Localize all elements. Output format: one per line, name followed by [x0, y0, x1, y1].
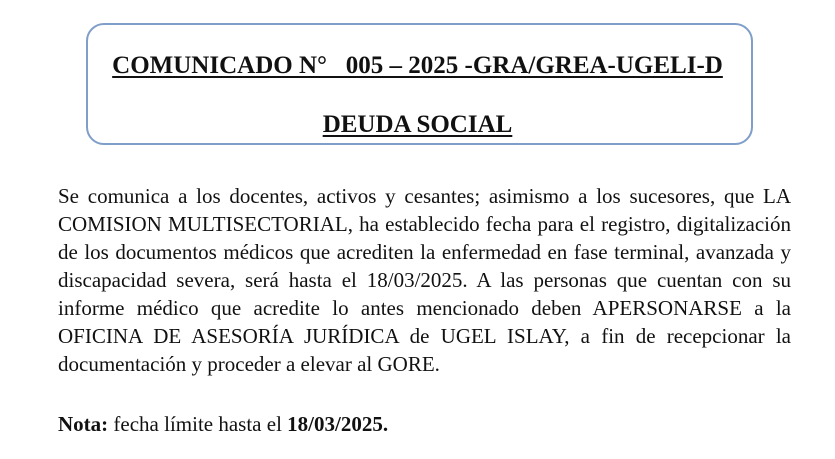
- note-line: [58, 410, 791, 438]
- communique-title: COMUNICADO N° 005 – 2025 -GRA/GREA-UGELI-D: [112, 52, 723, 79]
- note-text: fecha límite hasta el: [108, 412, 288, 436]
- note-date: 18/03/2025.: [287, 412, 389, 436]
- announcement-paragraph: Se comunica a los docentes, activos y cesantes; asimismo a los sucesores, que LA COMISION MULTISECTORIAL, ha establecido fecha para el registro, digitalización de los documentos médicos que acrediten la enfermedad en fase terminal, avanzada y discapacidad severa, será hasta el 18/03/2025. A las personas que cuentan con su informe médico que acredite lo antes mencionado deben APERSONARSE a la OFICINA DE ASESORÍA JURÍDICA de UGEL ISLAY, a fin de recepcionar la documentación y proceder a elevar al GORE.: [58, 184, 791, 376]
- communique-subtitle: DEUDA SOCIAL: [322, 111, 513, 138]
- note-label: Nota:: [58, 412, 109, 436]
